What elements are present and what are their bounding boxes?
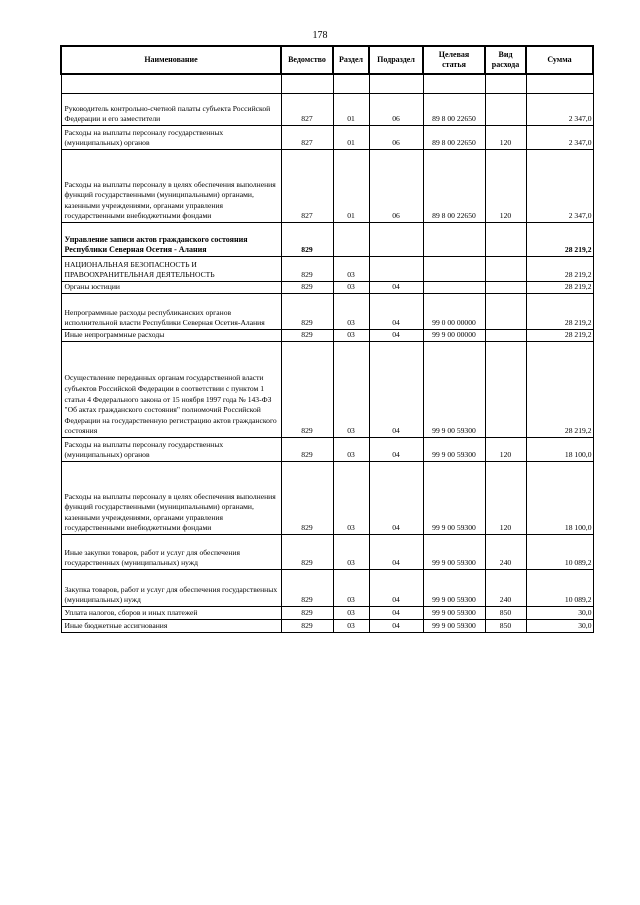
row-summa-cell: 30,0 — [526, 607, 593, 620]
row-name-cell: Органы юстиции — [61, 282, 281, 294]
row-podrazdel-cell: 04 — [369, 330, 423, 342]
row-summa-cell: 10 089,2 — [526, 570, 593, 607]
row-podrazdel-cell: 04 — [369, 294, 423, 330]
row-vedomstvo-cell: 827 — [281, 94, 333, 126]
row-razdel-cell: 03 — [333, 607, 369, 620]
header-summa: Сумма — [526, 46, 593, 74]
spacer-cell — [485, 74, 526, 94]
row-name-cell: Непрограммные расходы республиканских органов исполнительной власти Республики Северная Осетия-Алания — [61, 294, 281, 330]
row-vid-rashoda-cell: 850 — [485, 620, 526, 633]
row-vid-rashoda-cell: 120 — [485, 150, 526, 223]
row-razdel-cell: 03 — [333, 294, 369, 330]
row-vid-rashoda-cell — [485, 94, 526, 126]
row-celevaya-statya-cell: 99 9 00 59300 — [423, 620, 485, 633]
row-name-cell: Уплата налогов, сборов и иных платежей — [61, 607, 281, 620]
spacer-cell — [333, 74, 369, 94]
table-row — [61, 257, 593, 282]
row-celevaya-statya-cell: 89 8 00 22650 — [423, 126, 485, 150]
table-row — [61, 150, 593, 223]
row-celevaya-statya-cell: 99 9 00 00000 — [423, 330, 485, 342]
row-vid-rashoda-cell: 240 — [485, 535, 526, 570]
row-podrazdel-cell: 04 — [369, 535, 423, 570]
page-number: 178 — [312, 30, 328, 41]
row-vedomstvo-cell: 829 — [281, 535, 333, 570]
row-name-cell: Иные непрограммные расходы — [61, 330, 281, 342]
row-celevaya-statya-cell: 89 8 00 22650 — [423, 94, 485, 126]
row-summa-cell: 18 100,0 — [526, 438, 593, 462]
header-celevaya-statya: Целевая статья — [423, 46, 485, 74]
row-vedomstvo-cell: 829 — [281, 294, 333, 330]
table-row — [61, 223, 593, 257]
row-celevaya-statya-cell: 99 9 00 59300 — [423, 438, 485, 462]
row-vedomstvo-cell: 829 — [281, 462, 333, 535]
row-celevaya-statya-cell: 89 8 00 22650 — [423, 150, 485, 223]
spacer-cell — [281, 74, 333, 94]
row-celevaya-statya-cell — [423, 257, 485, 282]
row-summa-cell: 2 347,0 — [526, 126, 593, 150]
row-summa-cell: 2 347,0 — [526, 94, 593, 126]
row-name-cell: Иные бюджетные ассигнования — [61, 620, 281, 633]
row-summa-cell: 10 089,2 — [526, 535, 593, 570]
row-podrazdel-cell: 04 — [369, 462, 423, 535]
row-summa-cell: 2 347,0 — [526, 150, 593, 223]
row-vid-rashoda-cell — [485, 294, 526, 330]
row-razdel-cell — [333, 223, 369, 257]
row-podrazdel-cell: 06 — [369, 150, 423, 223]
row-razdel-cell: 01 — [333, 150, 369, 223]
row-podrazdel-cell: 04 — [369, 620, 423, 633]
row-razdel-cell: 03 — [333, 282, 369, 294]
row-vedomstvo-cell: 827 — [281, 150, 333, 223]
header-spacer-row — [61, 74, 593, 94]
row-podrazdel-cell: 04 — [369, 282, 423, 294]
row-podrazdel-cell: 06 — [369, 94, 423, 126]
table-row — [61, 126, 593, 150]
row-celevaya-statya-cell: 99 9 00 59300 — [423, 342, 485, 438]
table-row — [61, 342, 593, 438]
row-razdel-cell: 03 — [333, 620, 369, 633]
row-vid-rashoda-cell — [485, 223, 526, 257]
row-name-cell: Иные закупки товаров, работ и услуг для обеспечения государственных (муниципальных) нужд — [61, 535, 281, 570]
row-name-cell: Закупка товаров, работ и услуг для обеспечения государственных (муниципальных) нужд — [61, 570, 281, 607]
row-vid-rashoda-cell: 240 — [485, 570, 526, 607]
table-row — [61, 570, 593, 607]
row-celevaya-statya-cell — [423, 223, 485, 257]
row-vid-rashoda-cell: 120 — [485, 438, 526, 462]
row-summa-cell: 28 219,2 — [526, 294, 593, 330]
row-vedomstvo-cell: 829 — [281, 282, 333, 294]
table-row — [61, 94, 593, 126]
row-celevaya-statya-cell: 99 0 00 00000 — [423, 294, 485, 330]
row-name-cell: Осуществление переданных органам государственной власти субъектов Российской Федерации в соответствии с пунктом 1 статьи 4 Федерального закона от 15 ноября 1997 года № 143-ФЗ "Об актах гражданского состояния" полномочий Российской Федерации на государственную регистрацию актов гражданского состояния — [61, 342, 281, 438]
row-razdel-cell: 03 — [333, 570, 369, 607]
row-vid-rashoda-cell — [485, 257, 526, 282]
row-name-cell: Расходы на выплаты персоналу в целях обеспечения выполнения функций государственными (муниципальными) органами, казенными учреждениями, органами управления государственными внебюджетными фондами — [61, 462, 281, 535]
row-vid-rashoda-cell — [485, 330, 526, 342]
row-name-cell: Расходы на выплаты персоналу государственных (муниципальных) органов — [61, 126, 281, 150]
table-row — [61, 535, 593, 570]
row-razdel-cell: 03 — [333, 438, 369, 462]
row-vid-rashoda-cell: 120 — [485, 462, 526, 535]
header-razdel: Раздел — [333, 46, 369, 74]
row-name-cell: Расходы на выплаты персоналу в целях обеспечения выполнения функций государственными (муниципальными) органами, казенными учреждениями, органами управления государственными внебюджетными фондами — [61, 150, 281, 223]
row-razdel-cell: 03 — [333, 342, 369, 438]
row-razdel-cell: 03 — [333, 535, 369, 570]
header-name: Наименование — [61, 46, 281, 74]
row-celevaya-statya-cell: 99 9 00 59300 — [423, 570, 485, 607]
row-vid-rashoda-cell: 850 — [485, 607, 526, 620]
spacer-cell — [423, 74, 485, 94]
header-podrazdel: Подраздел — [369, 46, 423, 74]
table-row — [61, 282, 593, 294]
row-vedomstvo-cell: 829 — [281, 607, 333, 620]
row-celevaya-statya-cell: 99 9 00 59300 — [423, 462, 485, 535]
row-summa-cell: 28 219,2 — [526, 342, 593, 438]
table-row — [61, 607, 593, 620]
row-celevaya-statya-cell — [423, 282, 485, 294]
row-podrazdel-cell — [369, 223, 423, 257]
row-summa-cell: 28 219,2 — [526, 282, 593, 294]
row-name-cell: НАЦИОНАЛЬНАЯ БЕЗОПАСНОСТЬ И ПРАВООХРАНИТЕЛЬНАЯ ДЕЯТЕЛЬНОСТЬ — [61, 257, 281, 282]
table-row — [61, 438, 593, 462]
row-vedomstvo-cell: 829 — [281, 438, 333, 462]
row-podrazdel-cell — [369, 257, 423, 282]
row-summa-cell: 30,0 — [526, 620, 593, 633]
row-name-cell: Управление записи актов гражданского состояния Республики Северная Осетия - Алания — [61, 223, 281, 257]
budget-table — [60, 45, 594, 633]
header-vid-rashoda: Вид расхода — [485, 46, 526, 74]
row-podrazdel-cell: 06 — [369, 126, 423, 150]
row-summa-cell: 28 219,2 — [526, 257, 593, 282]
table-row — [61, 330, 593, 342]
row-summa-cell: 18 100,0 — [526, 462, 593, 535]
row-podrazdel-cell: 04 — [369, 342, 423, 438]
row-vedomstvo-cell: 829 — [281, 342, 333, 438]
row-vedomstvo-cell: 827 — [281, 126, 333, 150]
row-summa-cell: 28 219,2 — [526, 223, 593, 257]
header-vedomstvo: Ведомство — [281, 46, 333, 74]
row-razdel-cell: 01 — [333, 126, 369, 150]
row-vedomstvo-cell: 829 — [281, 620, 333, 633]
table-header-row — [61, 46, 593, 74]
spacer-cell — [526, 74, 593, 94]
row-razdel-cell: 01 — [333, 94, 369, 126]
row-vedomstvo-cell: 829 — [281, 570, 333, 607]
row-podrazdel-cell: 04 — [369, 570, 423, 607]
row-name-cell: Расходы на выплаты персоналу государственных (муниципальных) органов — [61, 438, 281, 462]
row-vid-rashoda-cell — [485, 282, 526, 294]
row-celevaya-statya-cell: 99 9 00 59300 — [423, 607, 485, 620]
table-row — [61, 462, 593, 535]
row-razdel-cell: 03 — [333, 257, 369, 282]
row-celevaya-statya-cell: 99 9 00 59300 — [423, 535, 485, 570]
row-razdel-cell: 03 — [333, 462, 369, 535]
table-row — [61, 294, 593, 330]
table-body — [61, 74, 593, 633]
row-summa-cell: 28 219,2 — [526, 330, 593, 342]
table-row — [61, 620, 593, 633]
row-vid-rashoda-cell — [485, 342, 526, 438]
row-name-cell: Руководитель контрольно-счетной палаты субъекта Российской Федерации и его заместители — [61, 94, 281, 126]
row-podrazdel-cell: 04 — [369, 607, 423, 620]
spacer-cell — [61, 74, 281, 94]
spacer-cell — [369, 74, 423, 94]
row-vid-rashoda-cell: 120 — [485, 126, 526, 150]
row-vedomstvo-cell: 829 — [281, 223, 333, 257]
row-vedomstvo-cell: 829 — [281, 330, 333, 342]
row-vedomstvo-cell: 829 — [281, 257, 333, 282]
row-podrazdel-cell: 04 — [369, 438, 423, 462]
row-razdel-cell: 03 — [333, 330, 369, 342]
